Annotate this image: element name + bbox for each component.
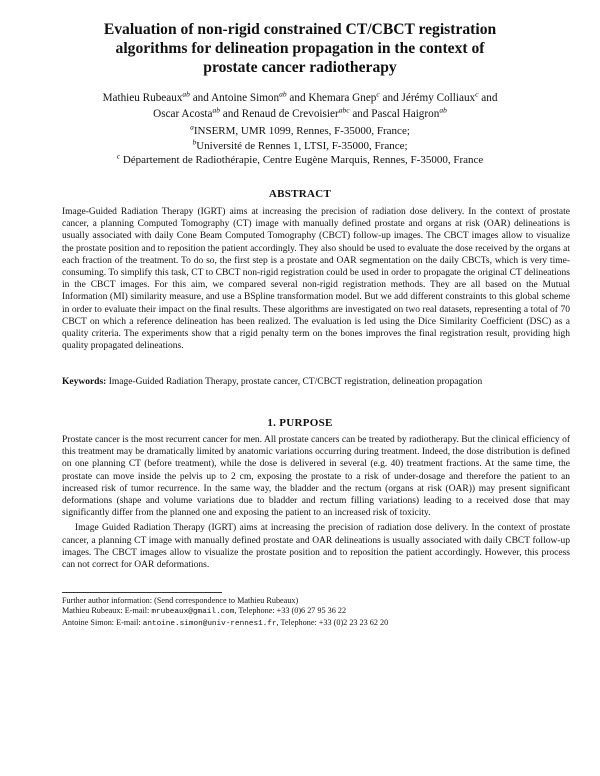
footnotes xyxy=(62,596,570,629)
footnote-line xyxy=(62,618,570,629)
email-address: mrubeaux@gmail.com xyxy=(151,608,235,617)
author-affil-mark: ab xyxy=(182,89,190,99)
purpose-section-body xyxy=(62,434,570,571)
affiliation xyxy=(40,124,560,139)
author-list xyxy=(40,90,560,122)
author-affil-mark: abc xyxy=(338,105,350,115)
author-separator: and xyxy=(379,92,402,104)
author-name: Antoine Simon xyxy=(211,92,280,104)
author-name: Mathieu Rubeaux xyxy=(102,92,183,104)
author-name: Renaud de Crevoisier xyxy=(241,108,339,120)
author-name: Jérémy Colliaux xyxy=(401,92,476,104)
title-line: prostate cancer radiotherapy xyxy=(203,59,397,76)
footnote-prefix: Antoine Simon: E-mail: xyxy=(62,617,143,627)
author-separator: and xyxy=(220,108,242,120)
author-line-2 xyxy=(40,106,560,122)
author-separator: and xyxy=(478,92,498,104)
affiliation xyxy=(40,153,560,168)
keywords-label: Keywords: xyxy=(62,377,107,387)
paper-title xyxy=(60,20,540,77)
footnote-prefix: Mathieu Rubeaux: E-mail: xyxy=(62,606,152,616)
author-separator: and xyxy=(189,92,212,104)
author-affil-mark: c xyxy=(376,89,380,99)
paragraph: Image Guided Radiation Therapy (IGRT) aims at increasing the precision of radiation dose delivery. In the context of prostate cancer, a planning CT image with manually defined prostate and OAR delineations is usually associated with daily CBCT follow-up images. The CBCT images allow to visualize the prostate position and to reposition the patient accordingly. However, this process can not correct for OAR deformations. xyxy=(62,523,570,571)
abstract-body: Image-Guided Radiation Therapy (IGRT) aims at increasing the precision of radiation dose delivery. In the context of prostate cancer, a planning Computed Tomography (CT) image with manually defined prostate and organs at risk (OAR) delineations is usually associated with daily Cone Beam Computed Tomography (CBCT) follow-up images. The CBCT images allow to visualize the prostate position and to reposition the patient accordingly. They also should be used to evaluate the dose received by the organs at each fraction of the treatment. To do so, the first step is a prostate and OAR segmentation on the daily CBCTs, which is very time-consuming. To simplify this task, CT to CBCT non-rigid registration could be used in order to propagate the original CT delineations in the CBCT images. For this aim, we compared several non-rigid registration methods. They are all based on the Mutual Information (MI) similarity measure, and use a BSpline transformation model. But we add different constraints to this global scheme in order to evaluate their impact on the final results. These algorithms are investigated on two real datasets, representing a total of 70 CBCT on which a reference delineation has been realized. The evaluation is led using the Dice Similarity Coefficient (DSC) as a quality criteria. The experiments show that a rigid penalty term on the bones improves the final registration result, providing high quality propagated delineations. xyxy=(62,207,570,352)
author-affil-mark: c xyxy=(475,89,479,99)
author-line-1 xyxy=(40,90,560,106)
affiliation-text: Université de Rennes 1, LTSI, F-35000, France; xyxy=(196,139,408,152)
email-address: antoine.simon@univ-rennes1.fr xyxy=(142,619,277,628)
affiliation-text: Département de Radiothérapie, Centre Eugène Marquis, Rennes, F-35000, France xyxy=(120,154,484,166)
section-heading-purpose: 1. PURPOSE xyxy=(267,417,333,429)
title-line: algorithms for delineation propagation in the context of xyxy=(115,40,485,57)
author-affil-mark: ab xyxy=(279,89,287,99)
footnote-divider xyxy=(62,592,222,593)
abstract-heading: ABSTRACT xyxy=(268,188,332,200)
footnote-suffix: , Telephone: +33 (0)2 23 23 62 20 xyxy=(276,617,389,627)
affiliation-mark: b xyxy=(192,136,197,146)
affiliation-mark: c xyxy=(116,151,121,161)
keywords-text: Image-Guided Radiation Therapy, prostate cancer, CT/CBCT registration, delineation propagation xyxy=(106,377,483,387)
author-separator: and xyxy=(286,92,309,104)
author-affil-mark: ab xyxy=(439,105,447,115)
author-name: Oscar Acosta xyxy=(153,108,213,120)
affiliation-mark: a xyxy=(190,122,194,132)
title-line: Evaluation of non-rigid constrained CT/CBCT registration xyxy=(103,21,497,38)
paragraph: Prostate cancer is the most recurrent cancer for men. All prostate cancers can be treated by radiotherapy. But the clinical efficiency of this treatment may be dramatically limited by anatomic variations occurring during treatment. Indeed, the dose distribution is defined on one planning CT (before treatment), while the dose is delivered in several (e.g. 40) treatment fractions. At the same time, the prostate can move inside the pelvis up to 2 cm, exposing the prostate to a risk of under-dosage and therefore the patient to an increased risk of tumor recurrence. In the same way, the bladder and the rectum (organs at risk (OAR)) may present significant deformations (shape and volume variations due to bladder and rectum filling variations) leading to a received dose that may significantly differ from the planned one and exposing the patient to an increased risk of toxicity. xyxy=(62,435,570,519)
author-separator: and xyxy=(349,108,372,120)
footnote-line xyxy=(62,606,570,617)
author-name: Khemara Gnep xyxy=(308,92,377,104)
affiliation-list xyxy=(40,124,560,168)
keywords-line xyxy=(62,376,570,388)
footnote-line: Further author information: (Send correspondence to Mathieu Rubeaux) xyxy=(62,596,299,605)
footnote-suffix: , Telephone: +33 (0)6 27 95 36 22 xyxy=(234,606,347,616)
author-affil-mark: ab xyxy=(212,105,220,115)
author-name: Pascal Haigron xyxy=(371,108,440,120)
affiliation-text: INSERM, UMR 1099, Rennes, F-35000, France; xyxy=(193,125,410,137)
